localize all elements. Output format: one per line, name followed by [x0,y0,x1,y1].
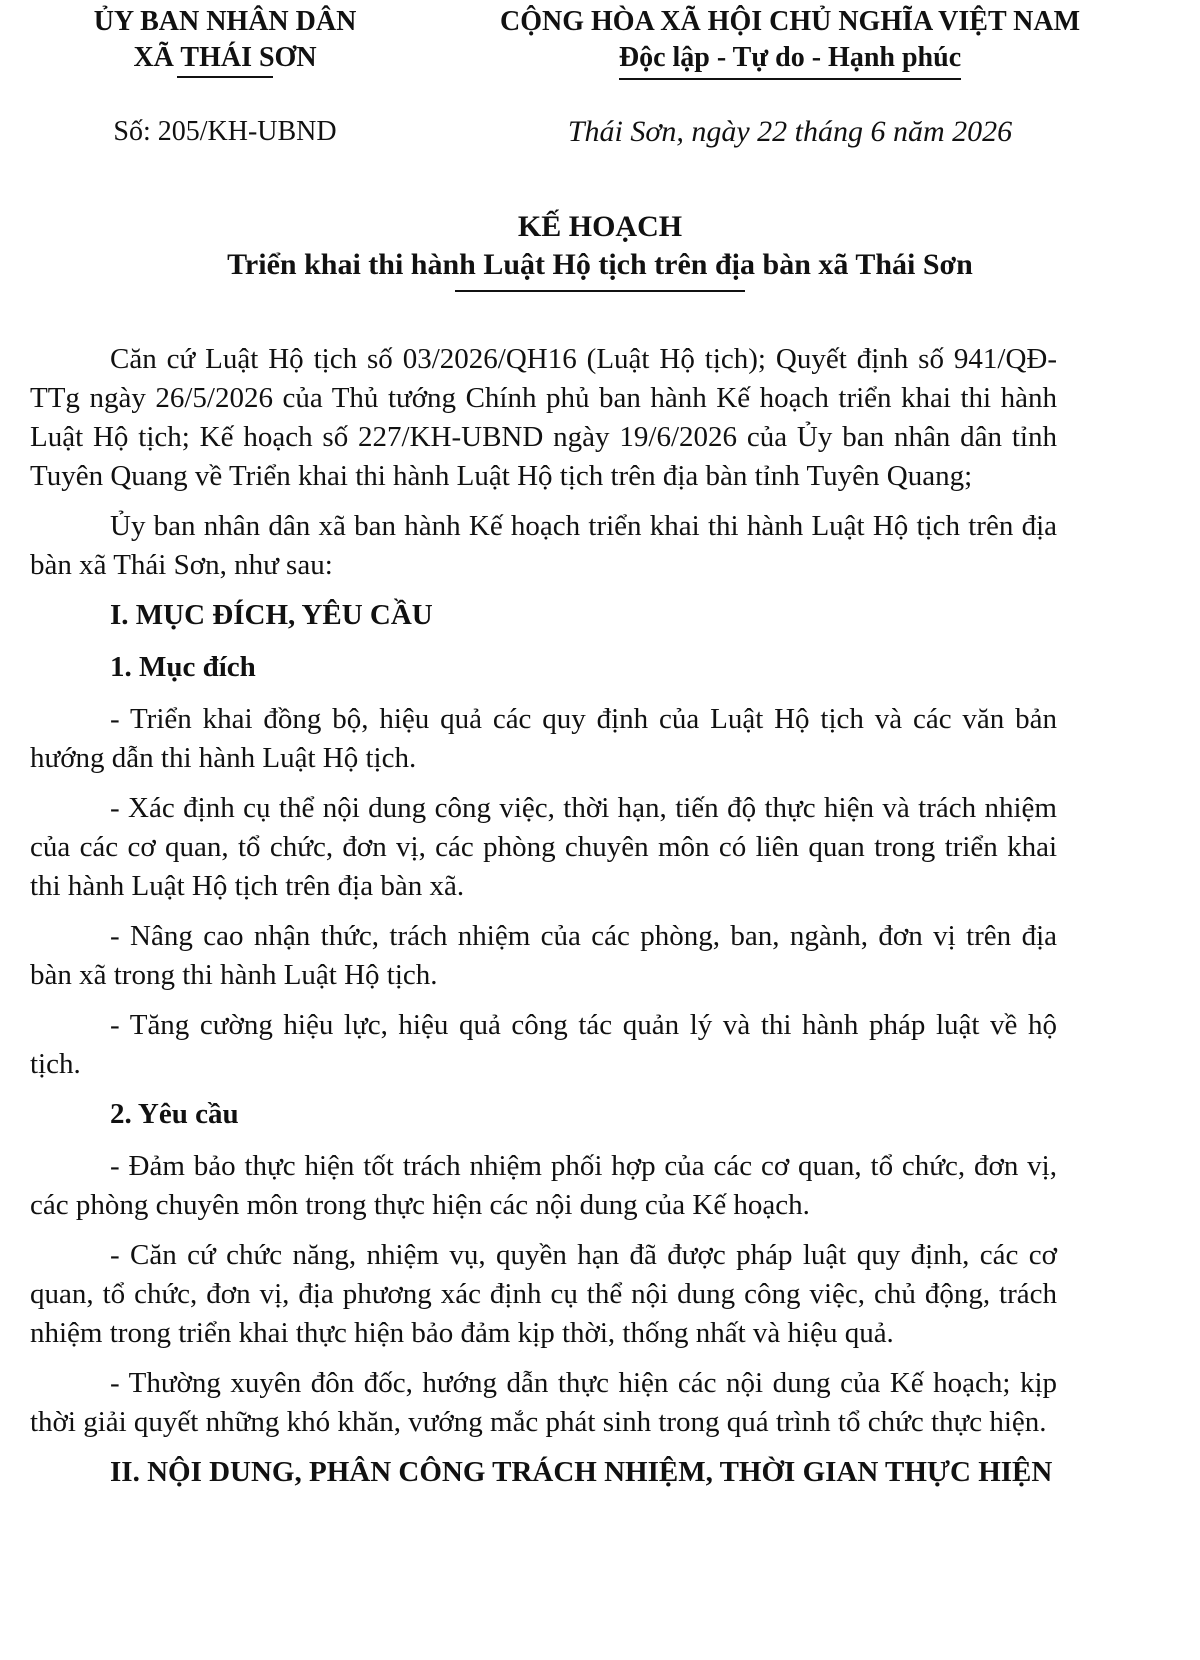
agency-line-1: ỦY BAN NHÂN DÂN [93,6,357,37]
intro-statement: Ủy ban nhân dân xã ban hành Kế hoạch triển khai thi hành Luật Hộ tịch trên địa bàn xã Thái Sơn, như sau: [30,510,1057,581]
national-motto: Độc lập - Tự do - Hạnh phúc [619,40,961,80]
issuing-agency [60,4,390,78]
purpose-item-3: - Nâng cao nhận thức, trách nhiệm của các phòng, ban, ngành, đơn vị trên địa bàn xã trong thi hành Luật Hộ tịch. [30,920,1057,991]
requirement-item-3: - Thường xuyên đôn đốc, hướng dẫn thực hiện các nội dung của Kế hoạch; kịp thời giải quyết những khó khăn, vướng mắc phát sinh trong quá trình tổ chức thực hiện. [30,1367,1057,1438]
national-title [430,4,1150,80]
document-body [30,340,1057,1505]
agency-line-2: XÃ THÁI SƠN [133,42,317,73]
agency-underline [177,76,273,78]
subsection-heading-purpose: 1. Mục đích [110,651,256,683]
document-date: Thái Sơn, ngày 22 tháng 6 năm 2026 [567,115,1013,148]
purpose-item-2: - Xác định cụ thể nội dung công việc, thời hạn, tiến độ thực hiện và trách nhiệm của các cơ quan, tổ chức, đơn vị, các phòng chuyên môn có liên quan trong triển khai thi hành Luật Hộ tịch trên địa bàn xã. [30,792,1057,902]
title-underline [455,290,745,292]
document-subject: Triển khai thi hành Luật Hộ tịch trên địa bàn xã Thái Sơn [227,248,973,281]
document-title-block [0,208,1200,292]
section-heading-2: II. NỘI DUNG, PHÂN CÔNG TRÁCH NHIỆM, THỜI GIAN THỰC HIỆN [110,1456,1053,1488]
purpose-item-4: - Tăng cường hiệu lực, hiệu quả công tác quản lý và thi hành pháp luật về hộ tịch. [30,1009,1057,1080]
requirement-item-2: - Căn cứ chức năng, nhiệm vụ, quyền hạn đã được pháp luật quy định, các cơ quan, tổ chức, đơn vị, địa phương xác định cụ thể nội dung công việc, chủ động, trách nhiệm trong triển khai thực hiện bảo đảm kịp thời, thống nhất và hiệu quả. [30,1239,1057,1349]
purpose-item-1: - Triển khai đồng bộ, hiệu quả các quy định của Luật Hộ tịch và các văn bản hướng dẫn thi hành Luật Hộ tịch. [30,703,1057,774]
intro-legal-basis: Căn cứ Luật Hộ tịch số 03/2026/QH16 (Luật Hộ tịch); Quyết định số 941/QĐ-TTg ngày 26/5/2026 của Thủ tướng Chính phủ ban hành Kế hoạch triển khai thi hành Luật Hộ tịch; Kế hoạch số 227/KH-UBND ngày 19/6/2026 của Ủy ban nhân dân tỉnh Tuyên Quang về Triển khai thi hành Luật Hộ tịch trên địa bàn tỉnh Tuyên Quang; [30,343,1057,492]
section-heading-1: I. MỤC ĐÍCH, YÊU CẦU [110,599,433,631]
document-header [0,4,1200,154]
subsection-heading-requirements: 2. Yêu cầu [110,1098,239,1130]
document-number: Số: 205/KH-UBND [113,116,337,147]
country-name: CỘNG HÒA XÃ HỘI CHỦ NGHĨA VIỆT NAM [499,6,1081,37]
document-type-title: KẾ HOẠCH [517,210,683,243]
requirement-item-1: - Đảm bảo thực hiện tốt trách nhiệm phối hợp của các cơ quan, tổ chức, đơn vị, các phòng chuyên môn trong thực hiện các nội dung của Kế hoạch. [30,1150,1057,1221]
